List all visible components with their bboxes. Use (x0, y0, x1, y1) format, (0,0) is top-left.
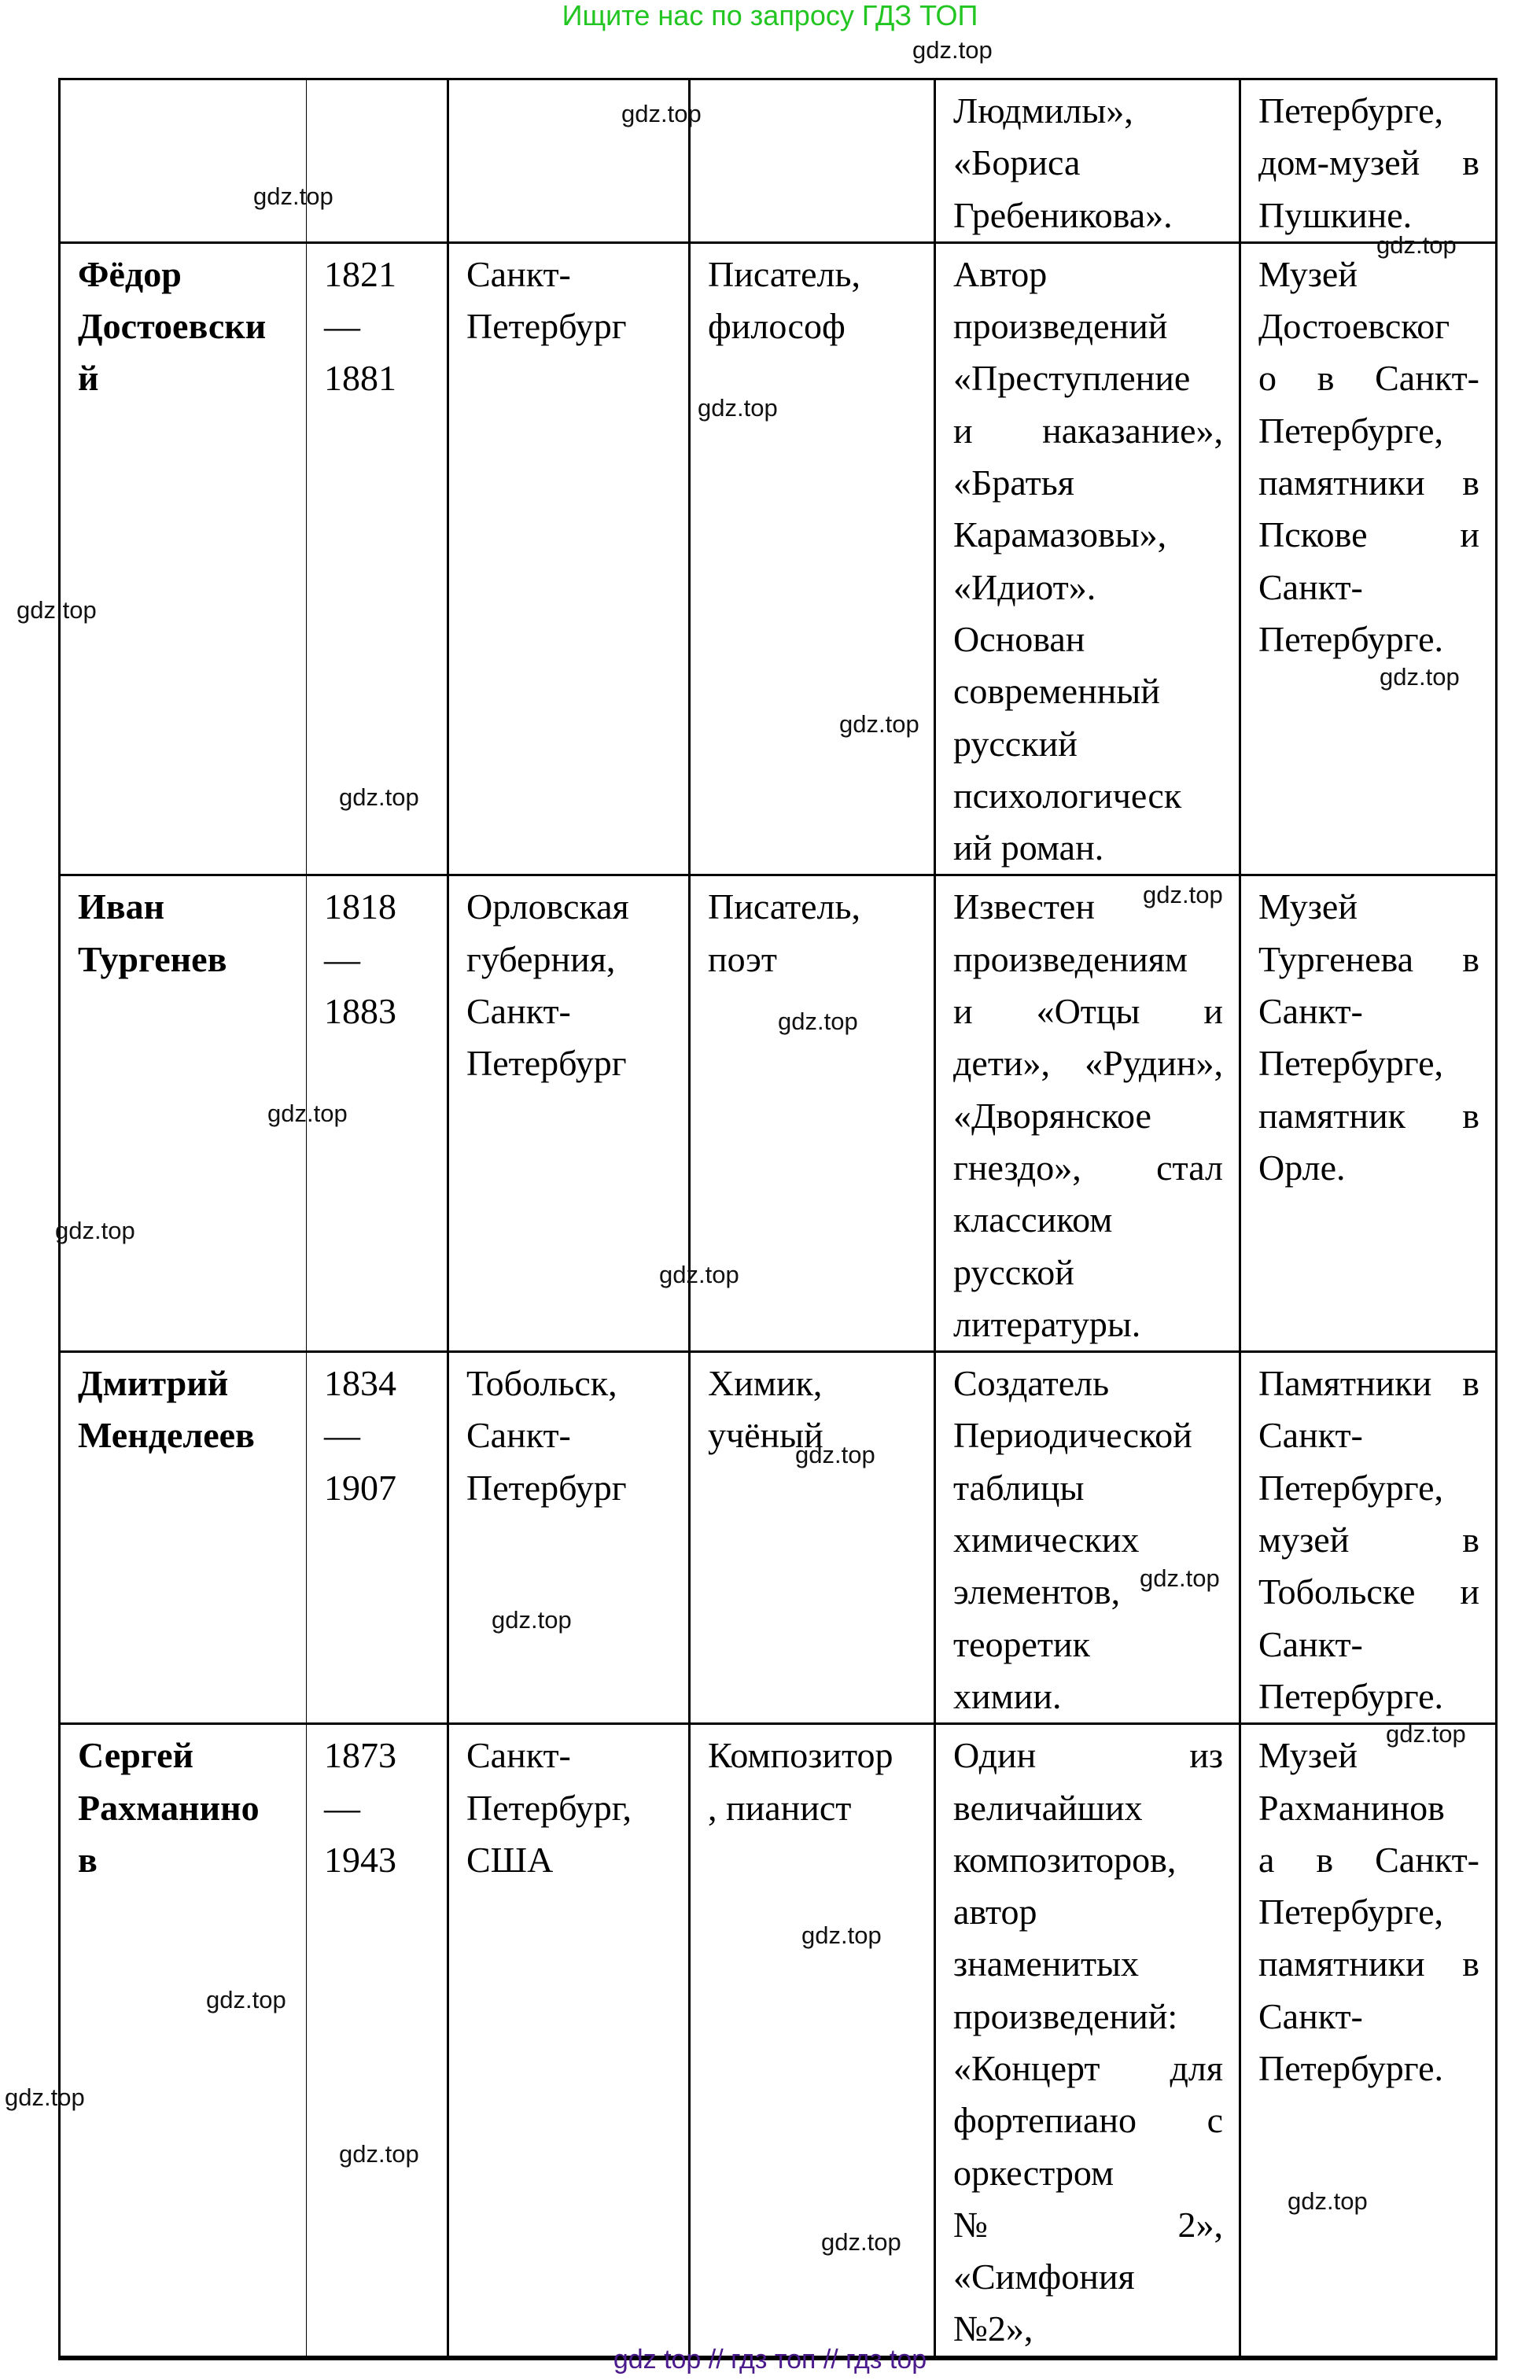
watermark: gdz.top (1386, 1720, 1466, 1748)
memory-line: Музей (1258, 886, 1358, 927)
achievements-line: композиторов, (953, 1839, 1177, 1880)
watermark: gdz.top (253, 182, 333, 210)
person-name-line: Дмитрий (78, 1363, 229, 1404)
person-name-line: Иван (78, 886, 165, 927)
achievements-line: Карамазовы», (953, 514, 1167, 555)
person-name-line: Фёдор (78, 253, 182, 294)
watermark: gdz.top (912, 36, 993, 64)
memory-line: памятники в (1258, 462, 1479, 503)
place-cell (448, 1352, 690, 1724)
achievements-line: Создатель (953, 1363, 1110, 1404)
place-line: Санкт- (466, 1415, 571, 1456)
years-line: — (324, 1787, 360, 1828)
table-row (60, 79, 1497, 243)
watermark: gdz.top (839, 710, 919, 738)
achievements-line: элементов, (953, 1571, 1121, 1612)
achievements-line: произведениям (953, 938, 1188, 979)
occupation-line: Писатель, (708, 253, 860, 294)
occupation-line: Писатель, (708, 886, 860, 927)
achievements-line: литературы. (953, 1303, 1141, 1344)
achievements-line: «Братья (953, 462, 1074, 503)
memory-line: Пушкине. (1258, 194, 1413, 235)
place-line: Санкт- (466, 253, 571, 294)
watermark: gdz.top (1288, 2187, 1368, 2215)
person-name-cell (60, 79, 307, 243)
footer-links: gdz top // гдз топ // гдз top (613, 2345, 927, 2374)
memory-line: Петербурге, (1258, 410, 1443, 451)
occupation-cell (690, 242, 935, 875)
years-line: 1873 (324, 1735, 396, 1776)
years-line: — (324, 1415, 360, 1456)
occupation-line: учёный (708, 1415, 823, 1456)
place-line: Санкт- (466, 1735, 571, 1776)
memory-line: Тургенева в (1258, 938, 1479, 979)
achievements-line: «Симфония (953, 2257, 1135, 2297)
achievements-line: русский (953, 723, 1078, 764)
achievements-line: величайших (953, 1787, 1143, 1828)
memory-line: дом-музей в (1258, 142, 1479, 183)
place-line: губерния, (466, 938, 616, 979)
figures-table (58, 78, 1498, 2360)
years-line: 1821 (324, 253, 396, 294)
occupation-cell (690, 1724, 935, 2358)
place-line: Петербург, (466, 1787, 632, 1828)
achievements-cell (935, 1352, 1240, 1724)
years-line: 1834 (324, 1363, 396, 1404)
memory-line: памятники в (1258, 1943, 1479, 1984)
memory-line: о в Санкт- (1258, 358, 1479, 399)
watermark: gdz.top (801, 1921, 882, 1949)
place-cell (448, 1724, 690, 2358)
years-cell (307, 1352, 448, 1724)
memory-cell (1240, 79, 1497, 243)
achievements-line: автор (953, 1892, 1037, 1932)
achievements-line: русской (953, 1251, 1074, 1292)
achievements-line: произведений: (953, 1995, 1178, 2036)
years-line: 1883 (324, 991, 396, 1032)
table-row (60, 1352, 1497, 1724)
memory-line: Пскове и (1258, 514, 1479, 555)
memory-line: Рахманинов (1258, 1787, 1445, 1828)
achievements-line: «Бориса (953, 142, 1081, 183)
occupation-cell (690, 1352, 935, 1724)
place-line: США (466, 1839, 554, 1880)
memory-line: Петербурге, (1258, 90, 1443, 131)
watermark: gdz.top (267, 1100, 348, 1127)
achievements-line: и «Отцы и (953, 991, 1223, 1032)
person-name-line: Достоевски (78, 306, 267, 347)
search-banner: Ищите нас по запросу ГДЗ ТОП (562, 0, 978, 31)
memory-line: Достоевског (1258, 306, 1450, 347)
memory-line: Памятники в (1258, 1363, 1479, 1404)
achievements-line: теоретик (953, 1623, 1091, 1664)
achievements-line: «Концерт для (953, 2047, 1223, 2088)
achievements-line: психологическ (953, 775, 1182, 816)
years-line: 1943 (324, 1839, 396, 1880)
achievements-line: знаменитых (953, 1943, 1139, 1984)
memory-line: Санкт- (1258, 1415, 1363, 1456)
memory-line: памятник в (1258, 1095, 1479, 1136)
memory-cell (1240, 1724, 1497, 2358)
person-name-cell (60, 242, 307, 875)
occupation-line: , пианист (708, 1787, 852, 1828)
achievements-line: «Преступление (953, 358, 1191, 399)
watermark: gdz.top (206, 1986, 286, 2013)
watermark: gdz.top (621, 100, 702, 127)
achievements-line: №2», (953, 2204, 1223, 2245)
achievements-line: гнездо», стал (953, 1147, 1223, 1188)
watermark: gdz.top (698, 394, 778, 422)
person-name-line: в (78, 1839, 98, 1880)
years-line: 1881 (324, 358, 396, 399)
achievements-line: №2», (953, 2308, 1033, 2349)
achievements-line: дети», «Рудин», (953, 1043, 1223, 1084)
place-line: Санкт- (466, 991, 571, 1032)
memory-cell (1240, 875, 1497, 1352)
years-cell (307, 1724, 448, 2358)
place-line: Тобольск, (466, 1363, 617, 1404)
place-line: Орловская (466, 886, 629, 927)
place-cell (448, 242, 690, 875)
achievements-line: химии. (953, 1675, 1062, 1716)
achievements-line: таблицы (953, 1467, 1085, 1508)
person-name-line: й (78, 358, 99, 399)
watermark: gdz.top (659, 1261, 739, 1288)
memory-cell (1240, 1352, 1497, 1724)
person-name-line: Тургенев (78, 938, 227, 979)
achievements-cell (935, 1724, 1240, 2358)
watermark: gdz.top (492, 1606, 572, 1634)
achievements-line: Известен (953, 886, 1095, 927)
achievements-line: Основан (953, 618, 1085, 659)
place-line: Петербург (466, 1467, 627, 1508)
watermark: gdz.top (1140, 1564, 1220, 1592)
achievements-cell (935, 242, 1240, 875)
memory-line: Санкт- (1258, 1995, 1363, 2036)
achievements-line: произведений (953, 306, 1168, 347)
achievements-line: Людмилы», (953, 90, 1133, 131)
years-line: — (324, 938, 360, 979)
memory-line: а в Санкт- (1258, 1839, 1479, 1880)
years-line: 1907 (324, 1467, 396, 1508)
achievements-cell (935, 875, 1240, 1352)
achievements-line: химических (953, 1520, 1140, 1560)
achievements-line: Периодической (953, 1415, 1192, 1456)
achievements-line: ий роман. (953, 827, 1104, 868)
person-name-cell (60, 1352, 307, 1724)
memory-cell (1240, 242, 1497, 875)
person-name-line: Сергей (78, 1735, 193, 1776)
memory-line: Санкт- (1258, 991, 1363, 1032)
watermark: gdz.top (339, 2140, 419, 2168)
achievements-line: оркестром (953, 2152, 1114, 2193)
achievements-line: Автор (953, 253, 1048, 294)
person-name-cell (60, 1724, 307, 2358)
occupation-line: поэт (708, 938, 778, 979)
place-cell (448, 875, 690, 1352)
watermark: gdz.top (17, 596, 97, 624)
memory-line: Тобольске и (1258, 1571, 1479, 1612)
watermark: gdz.top (778, 1008, 858, 1035)
years-cell (307, 242, 448, 875)
memory-line: Петербурге. (1258, 2047, 1443, 2088)
achievements-line: Гребеникова». (953, 194, 1173, 235)
watermark: gdz.top (1143, 881, 1223, 908)
years-line: — (324, 306, 360, 347)
achievements-line: «Идиот». (953, 566, 1096, 607)
table-row (60, 1724, 1497, 2358)
achievements-line: «Дворянское (953, 1095, 1151, 1136)
years-cell (307, 79, 448, 243)
memory-line: Петербурге, (1258, 1467, 1443, 1508)
memory-line: Санкт- (1258, 566, 1363, 607)
watermark: gdz.top (1380, 663, 1460, 691)
memory-line: Музей (1258, 253, 1358, 294)
watermark: gdz.top (821, 2228, 901, 2256)
achievements-line: современный (953, 671, 1160, 712)
watermark: gdz.top (5, 2083, 85, 2111)
achievements-line: и наказание», (953, 410, 1223, 451)
watermark: gdz.top (339, 783, 419, 811)
table-row (60, 242, 1497, 875)
memory-line: музей в (1258, 1520, 1479, 1560)
place-line: Петербург (466, 306, 627, 347)
achievements-cell (935, 79, 1240, 243)
occupation-line: Композитор (708, 1735, 893, 1776)
occupation-cell (690, 79, 935, 243)
years-line: 1818 (324, 886, 396, 927)
achievements-line: классиком (953, 1199, 1113, 1240)
achievements-line: Один из (953, 1735, 1223, 1776)
person-name-line: Менделеев (78, 1415, 255, 1456)
memory-line: Музей (1258, 1735, 1358, 1776)
memory-line: Петербурге, (1258, 1043, 1443, 1084)
person-name-line: Рахманино (78, 1787, 260, 1828)
occupation-line: Химик, (708, 1363, 823, 1404)
achievements-line: фортепиано с (953, 2100, 1223, 2141)
memory-line: Орле. (1258, 1147, 1346, 1188)
occupation-line: философ (708, 306, 846, 347)
memory-line: Петербурге. (1258, 1675, 1443, 1716)
watermark: gdz.top (1376, 231, 1457, 259)
place-line: Петербург (466, 1043, 627, 1084)
watermark: gdz.top (55, 1217, 135, 1244)
watermark: gdz.top (795, 1441, 875, 1468)
memory-line: Петербурге. (1258, 618, 1443, 659)
memory-line: Санкт- (1258, 1623, 1363, 1664)
memory-line: Петербурге, (1258, 1892, 1443, 1932)
